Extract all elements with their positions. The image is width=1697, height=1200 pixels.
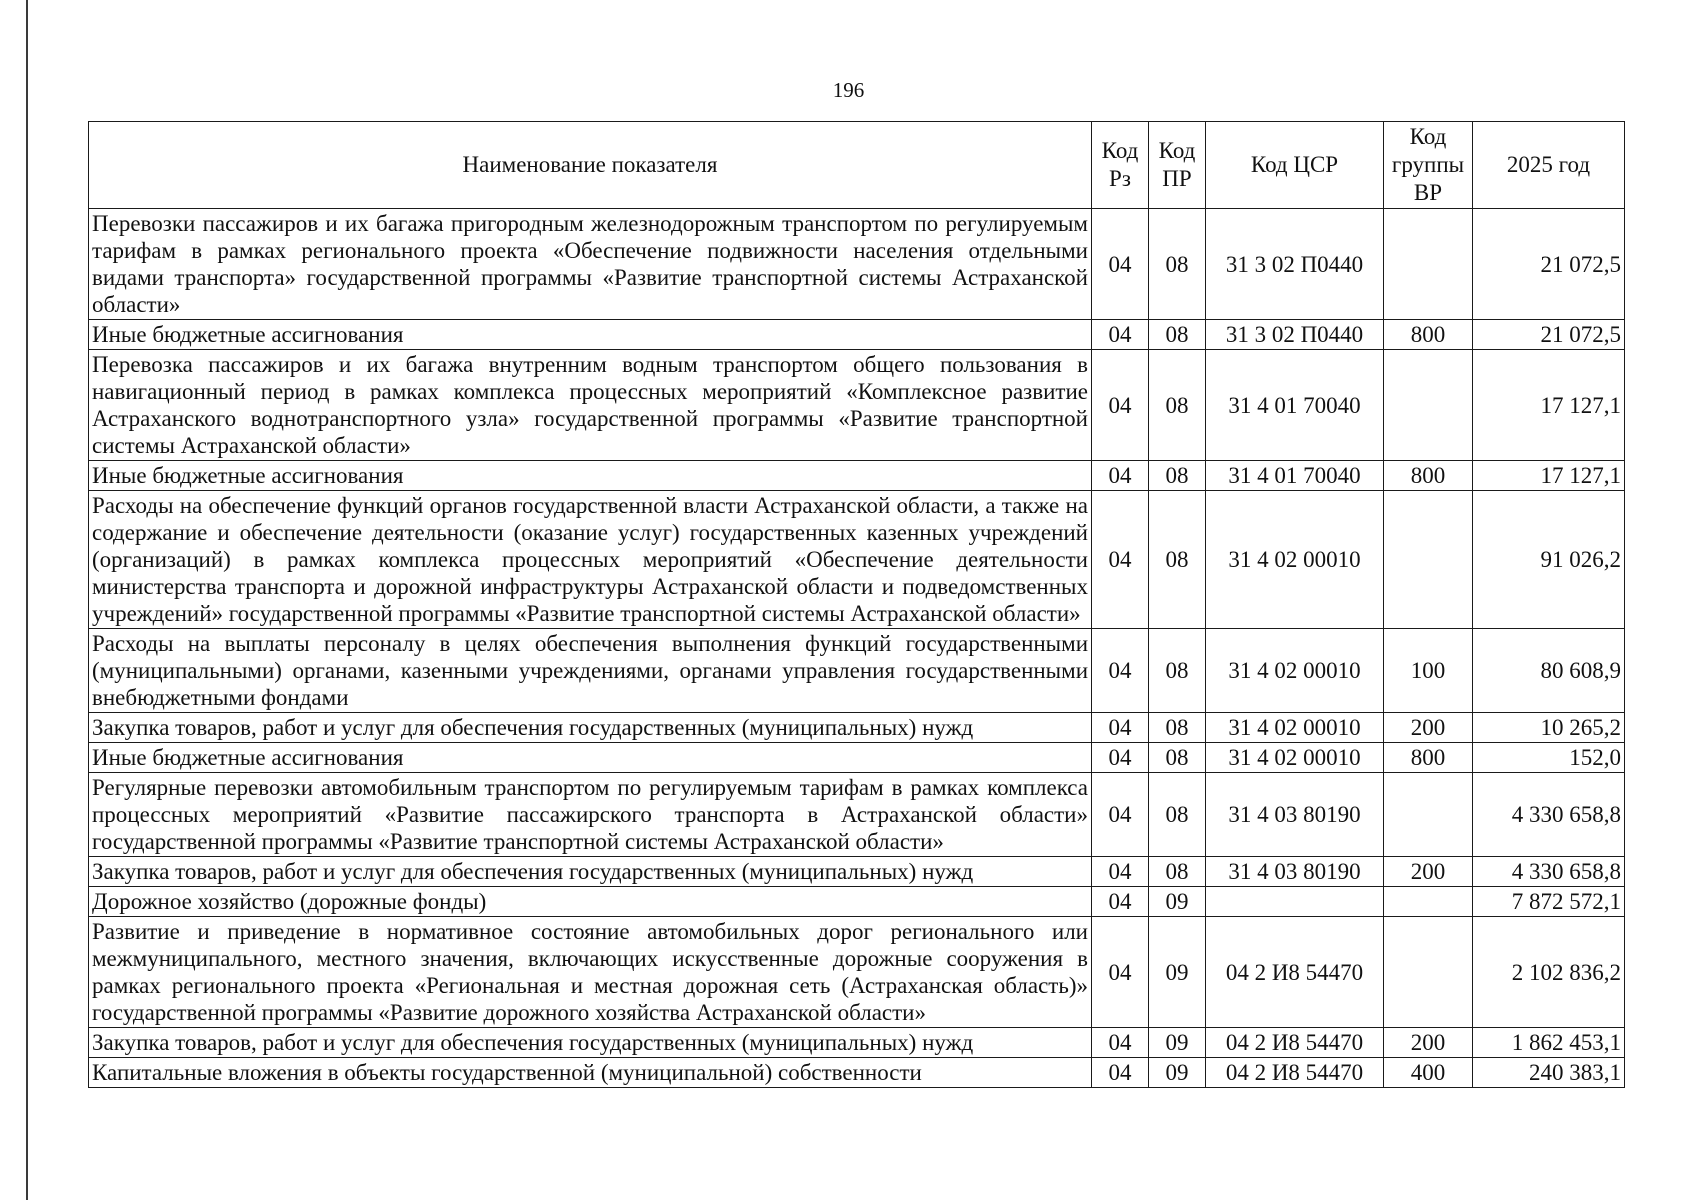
table-row — [89, 461, 1625, 491]
row-name: Перевозка пассажиров и их багажа внутренним водным транспортом общего пользования в навигационный период в рамках комплекса процессных мероприятий «Комплексное развитие Астраханского воднотранспортного узла» государственной программы «Развитие транспортной системы Астраханской области» — [89, 350, 1092, 461]
page-number: 196 — [832, 78, 865, 102]
row-pr: 09 — [1149, 917, 1206, 1028]
row-rz: 04 — [1092, 773, 1149, 857]
row-rz: 04 — [1092, 320, 1149, 350]
row-rz: 04 — [1092, 1028, 1149, 1058]
table-row — [89, 629, 1625, 713]
row-name: Иные бюджетные ассигнования — [89, 320, 1092, 350]
row-amount: 4 330 658,8 — [1473, 857, 1625, 887]
table-row — [89, 1058, 1625, 1088]
row-rz: 04 — [1092, 491, 1149, 629]
row-rz: 04 — [1092, 857, 1149, 887]
row-vr: 200 — [1384, 713, 1473, 743]
row-amount: 17 127,1 — [1473, 461, 1625, 491]
row-csr: 31 4 03 80190 — [1206, 857, 1384, 887]
row-vr — [1384, 917, 1473, 1028]
row-csr: 31 4 02 00010 — [1206, 629, 1384, 713]
row-vr — [1384, 350, 1473, 461]
row-vr — [1384, 887, 1473, 917]
row-pr: 08 — [1149, 713, 1206, 743]
table-row — [89, 857, 1625, 887]
row-name: Закупка товаров, работ и услуг для обеспечения государственных (муниципальных) нужд — [89, 1028, 1092, 1058]
row-vr: 800 — [1384, 743, 1473, 773]
row-name: Дорожное хозяйство (дорожные фонды) — [89, 887, 1092, 917]
row-rz: 04 — [1092, 743, 1149, 773]
row-vr: 100 — [1384, 629, 1473, 713]
row-csr: 31 4 02 00010 — [1206, 743, 1384, 773]
header-name: Наименование показателя — [89, 122, 1092, 209]
row-name: Расходы на обеспечение функций органов государственной власти Астраханской области, а также на содержание и обеспечение деятельности (оказание услуг) государственных казенных учреждений (организаций) в рамках комплекса процессных мероприятий «Обеспечение деятельности министерства транспорта и дорожной инфраструктуры Астраханской области и подведомственных учреждений» государственной программы «Развитие транспортной системы Астраханской области» — [89, 491, 1092, 629]
row-pr: 09 — [1149, 887, 1206, 917]
row-csr: 04 2 И8 54470 — [1206, 917, 1384, 1028]
budget-table — [88, 121, 1625, 1088]
row-pr: 08 — [1149, 629, 1206, 713]
row-pr: 08 — [1149, 320, 1206, 350]
table-row — [89, 1028, 1625, 1058]
row-name: Регулярные перевозки автомобильным транспортом по регулируемым тарифам в рамках комплекса процессных мероприятий «Развитие пассажирского транспорта в Астраханской области» государственной программы «Развитие транспортной системы Астраханской области» — [89, 773, 1092, 857]
row-csr — [1206, 887, 1384, 917]
header-vr: Код группы ВР — [1384, 122, 1473, 209]
table-row — [89, 350, 1625, 461]
table-row — [89, 491, 1625, 629]
row-csr: 31 4 02 00010 — [1206, 491, 1384, 629]
table-row — [89, 209, 1625, 320]
row-amount: 2 102 836,2 — [1473, 917, 1625, 1028]
row-pr: 08 — [1149, 491, 1206, 629]
table-body — [89, 209, 1625, 1088]
row-rz: 04 — [1092, 461, 1149, 491]
row-vr — [1384, 773, 1473, 857]
row-csr: 31 4 03 80190 — [1206, 773, 1384, 857]
row-name: Иные бюджетные ассигнования — [89, 743, 1092, 773]
table-row — [89, 773, 1625, 857]
row-amount: 21 072,5 — [1473, 209, 1625, 320]
row-pr: 08 — [1149, 857, 1206, 887]
row-pr: 09 — [1149, 1028, 1206, 1058]
row-csr: 31 4 02 00010 — [1206, 713, 1384, 743]
table-row — [89, 713, 1625, 743]
row-amount: 240 383,1 — [1473, 1058, 1625, 1088]
row-amount: 21 072,5 — [1473, 320, 1625, 350]
row-vr: 800 — [1384, 461, 1473, 491]
header-rz: Код Рз — [1092, 122, 1149, 209]
header-csr: Код ЦСР — [1206, 122, 1384, 209]
row-name: Закупка товаров, работ и услуг для обеспечения государственных (муниципальных) нужд — [89, 857, 1092, 887]
row-vr: 200 — [1384, 857, 1473, 887]
row-name: Развитие и приведение в нормативное состояние автомобильных дорог регионального или межмуниципального, местного значения, включающих искусственные дорожные сооружения в рамках регионального проекта «Региональная и местная дорожная сеть (Астраханская область)» государственной программы «Развитие дорожного хозяйства Астраханской области» — [89, 917, 1092, 1028]
row-csr: 31 4 01 70040 — [1206, 350, 1384, 461]
row-amount: 1 862 453,1 — [1473, 1028, 1625, 1058]
row-amount: 4 330 658,8 — [1473, 773, 1625, 857]
row-name: Закупка товаров, работ и услуг для обеспечения государственных (муниципальных) нужд — [89, 713, 1092, 743]
row-vr — [1384, 209, 1473, 320]
header-year: 2025 год — [1473, 122, 1625, 209]
row-name: Расходы на выплаты персоналу в целях обеспечения выполнения функций государственными (муниципальными) органами, казенными учреждениями, органами управления государственными внебюджетными фондами — [89, 629, 1092, 713]
row-amount: 152,0 — [1473, 743, 1625, 773]
row-amount: 10 265,2 — [1473, 713, 1625, 743]
row-vr — [1384, 491, 1473, 629]
table-row — [89, 917, 1625, 1028]
row-name: Капитальные вложения в объекты государственной (муниципальной) собственности — [89, 1058, 1092, 1088]
row-rz: 04 — [1092, 887, 1149, 917]
row-vr: 800 — [1384, 320, 1473, 350]
table-row — [89, 743, 1625, 773]
row-rz: 04 — [1092, 917, 1149, 1028]
header-pr: Код ПР — [1149, 122, 1206, 209]
row-rz: 04 — [1092, 209, 1149, 320]
row-csr: 31 4 01 70040 — [1206, 461, 1384, 491]
table-header — [89, 122, 1625, 209]
row-amount: 80 608,9 — [1473, 629, 1625, 713]
row-csr: 04 2 И8 54470 — [1206, 1028, 1384, 1058]
row-name: Иные бюджетные ассигнования — [89, 461, 1092, 491]
scan-edge-line — [26, 0, 28, 1200]
table-row — [89, 887, 1625, 917]
row-amount: 91 026,2 — [1473, 491, 1625, 629]
row-csr: 04 2 И8 54470 — [1206, 1058, 1384, 1088]
row-pr: 08 — [1149, 743, 1206, 773]
row-pr: 08 — [1149, 350, 1206, 461]
row-amount: 7 872 572,1 — [1473, 887, 1625, 917]
row-rz: 04 — [1092, 1058, 1149, 1088]
row-pr: 08 — [1149, 209, 1206, 320]
table-row — [89, 320, 1625, 350]
row-rz: 04 — [1092, 629, 1149, 713]
row-vr: 400 — [1384, 1058, 1473, 1088]
row-pr: 09 — [1149, 1058, 1206, 1088]
row-rz: 04 — [1092, 713, 1149, 743]
row-csr: 31 3 02 П0440 — [1206, 209, 1384, 320]
row-csr: 31 3 02 П0440 — [1206, 320, 1384, 350]
row-pr: 08 — [1149, 461, 1206, 491]
row-vr: 200 — [1384, 1028, 1473, 1058]
row-name: Перевозки пассажиров и их багажа пригородным железнодорожным транспортом по регулируемым тарифам в рамках регионального проекта «Обеспечение подвижности населения отдельными видами транспорта» государственной программы «Развитие транспортной системы Астраханской области» — [89, 209, 1092, 320]
row-rz: 04 — [1092, 350, 1149, 461]
row-pr: 08 — [1149, 773, 1206, 857]
row-amount: 17 127,1 — [1473, 350, 1625, 461]
